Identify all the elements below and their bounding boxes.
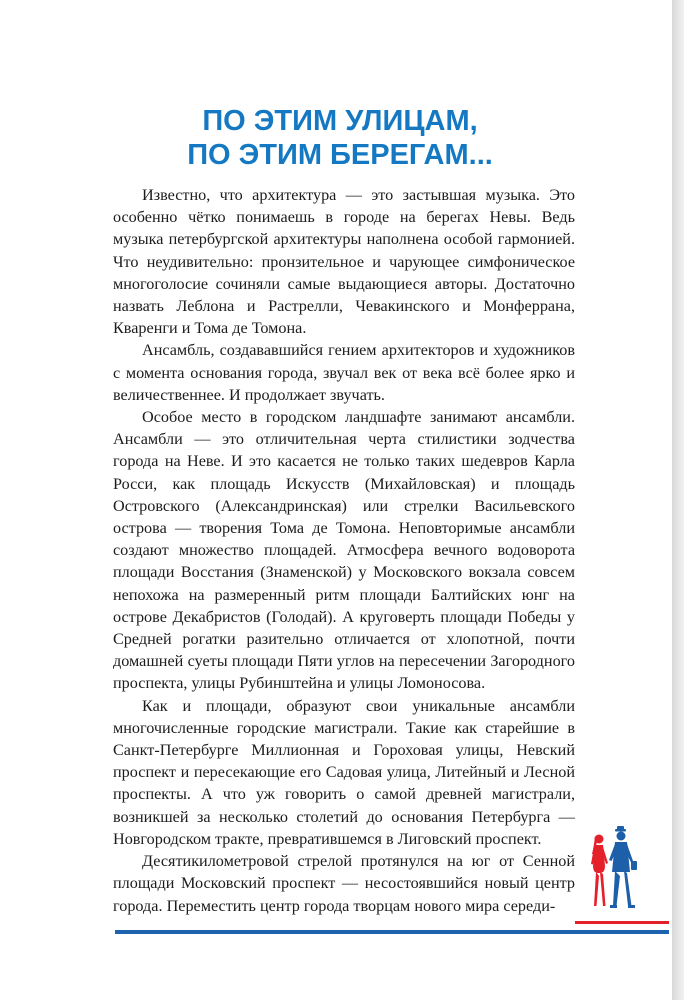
decorative-rule-red [575, 921, 669, 924]
man-figure [609, 826, 637, 908]
paragraph-3: Особое место в городском ландшафте занимают ансамбли. Ансамбли — это отличительная черта стилистики зодчества города на Неве. И это касается не только таких шедевров Карла Росси, как площадь Искусств (Михайловская) и площадь Островского (Александринская) или стрелки Васильевского острова — творения Тома де Томона. Неповторимые ансамбли создают множество площадей. Атмосфера вечного водоворота площади Восстания (Знаменской) у Московского вокзала совсем непохожа на размеренный ритм площади Балтийских юнг на острове Декабристов (Голодай). А круговерть площади Победы у Средней рогатки разительно отличается от хлопотной, почти домашней суеты площади Пяти углов на пересечении Загородного проспекта, улицы Рубинштейна и улицы Ломоносова. [113, 408, 575, 693]
woman-figure [591, 835, 608, 907]
paragraph-4: Как и площади, образуют свои уникальные ансамбли многочисленные городские магистрали. Такие как старейшие в Санкт-Петербурге Миллионная и Гороховая улицы, Невский проспект и пересекающие его Садовая улица, Литейный и Лесной проспекты. А что уж говорить о самой древней магистрали, возникшей за несколько столетий до основания Петербурга — Новгородском тракте, превратившемся в Лиговский проспект. [113, 696, 575, 848]
paragraph-2: Ансамбль, создававшийся гением архитекторов и художников с момента основания города, звучал век от века всё более ярко и величественнее. И продолжает звучать. [113, 341, 575, 404]
paragraph-5: Десятикилометровой стрелой протянулся на юг от Сенной площади Московский проспект — несостоявшийся новый центр города. Переместить центр города творцам нового мира середи- [113, 852, 575, 915]
chapter-title-line-1: ПО ЭТИМ УЛИЦАМ, [202, 105, 478, 137]
chapter-title [60, 104, 620, 172]
body-text [113, 184, 575, 917]
decorative-rule-blue [115, 930, 669, 934]
walking-couple-icon [586, 826, 640, 916]
paragraph-1: Известно, что архитектура — это застывшая музыка. Это особенно чётко понимаешь в городе на берегах Невы. Ведь музыка петербургской архитектуры наполнена особой гармонией. Что неудивительно: пронзительное и чарующее симфоническое многоголосие сочиняли самые выдающиеся авторы. Достаточно назвать Леблона и Растрелли, Чевакинского и Монферрана, Кваренги и Тома де Томона. [113, 186, 575, 338]
chapter-title-line-2: ПО ЭТИМ БЕРЕГАМ... [187, 139, 493, 171]
page-edge-shadow [672, 0, 684, 1000]
